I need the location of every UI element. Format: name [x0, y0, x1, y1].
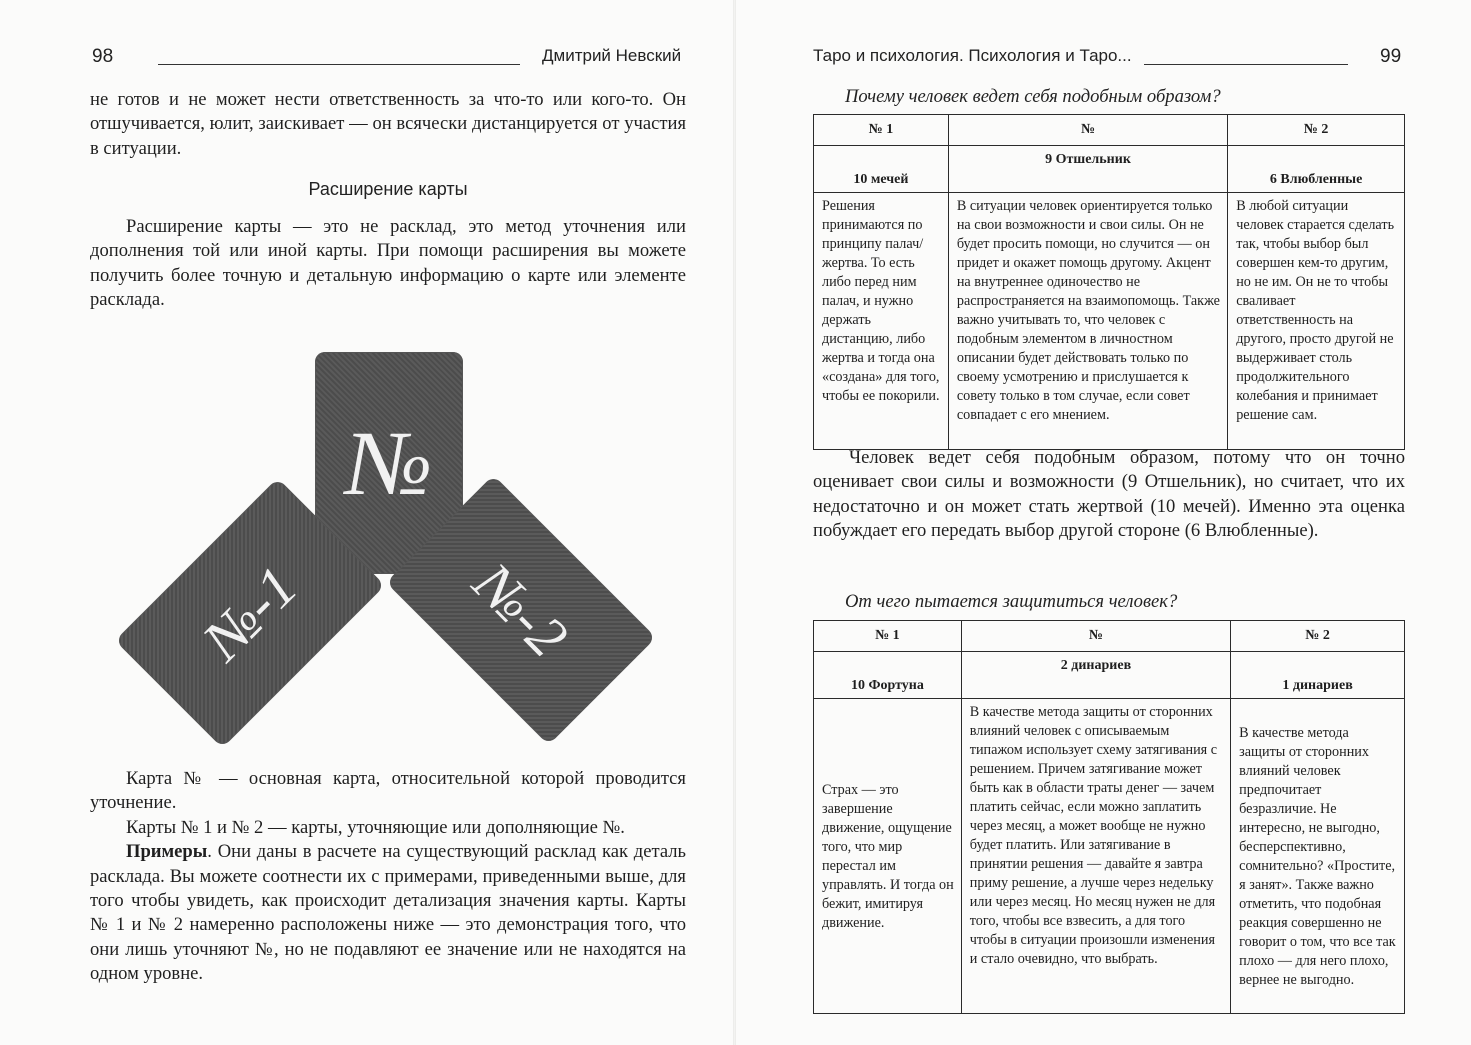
- question-2: От чего пытается защититься человек?: [845, 591, 1178, 612]
- card-spread-illustration: [140, 350, 620, 730]
- card-name-cell: 6 Влюбленные: [1228, 146, 1405, 193]
- question-1: Почему человек ведет себя подобным образом?: [845, 86, 1221, 107]
- intro-paragraph: [90, 88, 686, 161]
- table-header-row: [814, 115, 1405, 146]
- page-number: 98: [92, 46, 114, 67]
- conclusion-text: Человек ведет себя подобным образом, потому что он точно оценивает свои силы и возможности (9 Отшельник), но считает, что их недостаточно и он может стать жертвой (10 мечей). Именно эта оценка побуждает его передать выбор другой стороне (6 Влюбленные).: [813, 447, 1405, 542]
- card-main-label: №: [345, 412, 433, 514]
- header-cell: № 2: [1231, 621, 1405, 652]
- explanation-block: [90, 767, 686, 987]
- header-rule: [158, 64, 520, 65]
- examples-text: . Они даны в расчете на существующий расклад как деталь расклада. Вы можете соотнести их с примерами, приведенными выше, для того чтобы увидеть, как происходит детализация значения карты. Карты № 1 и № 2 намеренно расположены ниже — это демонстрация того, что они лишь уточняют №, но не подавляют ее значение или не находятся на одном уровне.: [90, 841, 686, 985]
- header-cell: №: [948, 115, 1227, 146]
- table-header-row: [814, 621, 1405, 652]
- card-name-cell: 9 Отшельник: [948, 146, 1227, 193]
- description-cell: Страх — это завершение движение, ощущение того, что мир перестал им управлять. И тогда он бежит, имитируя движение.: [814, 699, 962, 1014]
- conclusion-paragraph: [813, 446, 1405, 544]
- intro-text: не готов и не может нести ответственность за что-то или кого-то. Он отшучивается, юлит, заискивает — он всячески дистанцируется от участия в ситуации.: [90, 89, 686, 159]
- header-rule: [1144, 64, 1348, 65]
- description-cell: В качестве метода защиты от сторонних влияний человек с описываемым типажом использует схему затягивания с решением. Причем затягивание может быть как в области траты денег — зачем платить сейчас, если можно заплатить через месяц, а может вообще не нужно будет платить. Или затягивание в принятии решения — давайте я завтра приму решение, а лучше через недельку или через месяц. Но месяц нужен не для того, чтобы все взвесить, а для того чтобы в ситуации произошли изменения и стало очевидно, что выбрать.: [961, 699, 1230, 1014]
- definition-text: Расширение карты — это не расклад, это метод уточнения или дополнения той или иной карты. При помощи расширения вы можете получить более точную и детальную информацию о карте или элементе расклада.: [90, 216, 686, 311]
- card-name-cell: 10 мечей: [814, 146, 949, 193]
- card-left-label: №-1: [190, 553, 310, 673]
- table-2: [813, 620, 1405, 1014]
- description-cell: В любой ситуации человек старается сделать так, чтобы выбор был совершен кем-то другим, но не им. Он не то чтобы сваливает ответственность на другого, просто другой не выдерживает столь продолжительного колебания и принимает решение сам.: [1228, 193, 1405, 450]
- paragraph-definition: [90, 215, 686, 313]
- card-name-cell: 10 Фортуна: [814, 652, 962, 699]
- table-card-row: [814, 146, 1405, 193]
- header-cell: № 1: [814, 115, 949, 146]
- card-right-label: №-2: [461, 550, 581, 670]
- table-1: [813, 114, 1405, 450]
- running-author: Дмитрий Невский: [542, 46, 682, 65]
- header-cell: №: [961, 621, 1230, 652]
- section-title: Расширение карты: [308, 179, 468, 199]
- examples-label: Примеры: [126, 841, 208, 863]
- card-name-cell: 2 динариев: [961, 652, 1230, 699]
- page-number: 99: [1380, 46, 1402, 67]
- description-cell: Решения принимаются по принципу палач/жертва. То есть либо перед ним палач, и нужно держать дистанцию, либо жертва и тогда она «создана» для того, чтобы ее покорили.: [814, 193, 949, 450]
- table-row: [814, 193, 1405, 450]
- left-page: [0, 0, 735, 1045]
- right-page: [735, 0, 1471, 1045]
- main-card-note: Карта № — основная карта, относительной которой проводится уточнение.: [90, 768, 686, 814]
- secondary-cards-note: Карты № 1 и № 2 — карты, уточняющие или дополняющие №.: [126, 816, 625, 838]
- card-name-cell: 1 динариев: [1231, 652, 1405, 699]
- description-cell: В ситуации человек ориентируется только на свои возможности и свои силы. Он не будет просить помощи, но случится — он придет и окажет помощь другому. Акцент на внутреннее одиночество не распространяется на взаимопомощь. Также важно учитывать то, что человек с подобным элементом в личностном описании будет действовать только по своему усмотрению и прислушается к совету только в том случае, если совет совпадает с его мнением.: [948, 193, 1227, 450]
- examples-paragraph: [90, 840, 686, 986]
- table-row: [814, 699, 1405, 1014]
- running-title: Таро и психология. Психология и Таро...: [813, 46, 1132, 65]
- table-card-row: [814, 652, 1405, 699]
- description-cell: В качестве метода защиты от сторонних влияний человек предпочитает безразличие. Не интересно, не выгодно, бесперспективно, сомнительно? «Простите, я занят». Также важно отметить, что подобная реакция совершенно не говорит о том, что все так плохо — для него плохо, вернее не выгодно.: [1231, 699, 1405, 1014]
- header-cell: № 1: [814, 621, 962, 652]
- header-cell: № 2: [1228, 115, 1405, 146]
